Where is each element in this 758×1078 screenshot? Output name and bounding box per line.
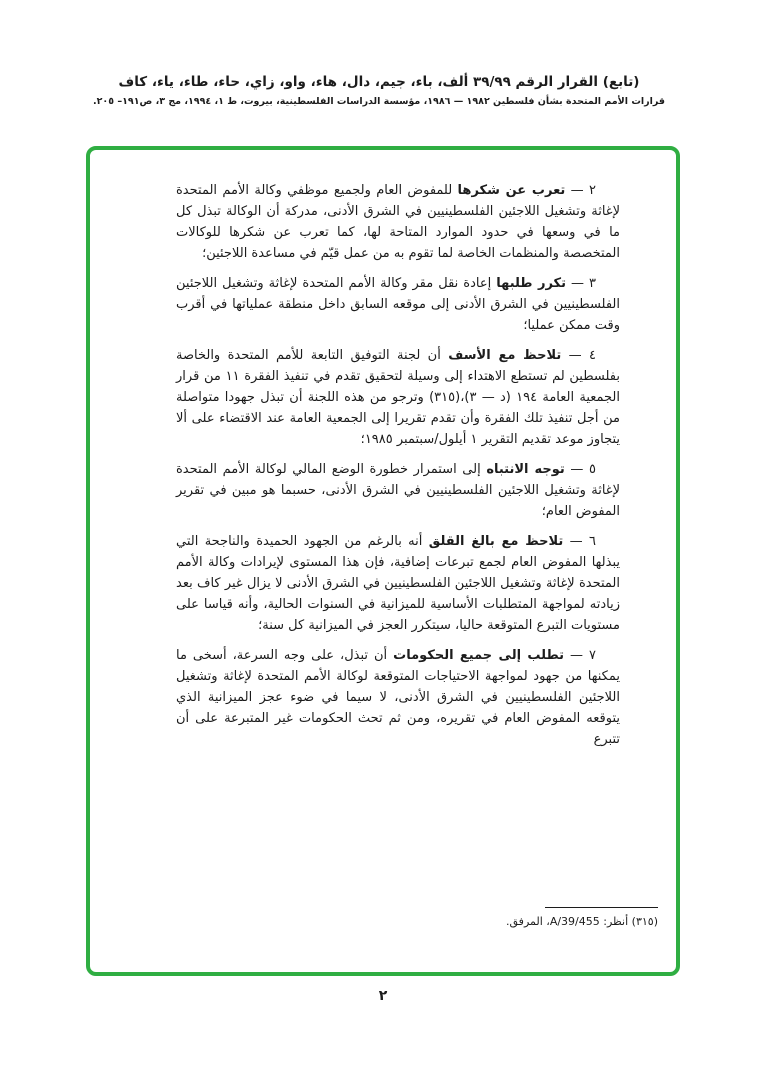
source-citation: قرارات الأمم المتحدة بشأن فلسطين ١٩٨٢ — ١٩٨٦، مؤسسة الدراسات الفلسطينية، بيروت، ط ١، ١٩٩٤، مج ٣، ص١٩١– ٢٠٥.: [93, 96, 665, 107]
paragraph-number: ٧ —: [570, 648, 596, 663]
page-number: ٢: [378, 988, 388, 1004]
paragraph-text: أن لجنة التوفيق التابعة للأمم المتحدة والخاصة بفلسطين لم تستطع الاهتداء إلى وسيلة لتحقيق تقدم في تنفيذ الفقرة ١١ من قرار الجمعية العامة ١٩٤ (د — ٣)،(٣١٥) وترجو من هذه اللجنة أن تبذل جهودا متواصلة من أجل تنفيذ تلك الفقرة وأن تقدم تقريرا إلى الجمعية العامة عند الاقتضاء على ألا يتجاوز موعد تقديم التقرير ١ أيلول/سبتمبر ١٩٨٥؛: [176, 348, 620, 447]
resolution-title: (تابع) القرار الرقم ٣٩/٩٩ ألف، باء، جيم، دال، هاء، واو، زاي، حاء، طاء، ياء، كاف: [118, 74, 640, 90]
paragraph-text: إلى استمرار خطورة الوضع المالي لوكالة الأمم المتحدة لإغاثة وتشغيل اللاجئين الفلسطينيين في الشرق الأدنى، حسبما هو مبين في تقرير المفوض العام؛: [176, 462, 620, 519]
paragraph-lead: تلاحظ مع الأسف: [448, 348, 562, 363]
footnote-block: [338, 907, 658, 930]
paragraph-lead: تكرر طلبها: [496, 276, 566, 291]
paragraph-7: [176, 645, 620, 750]
paragraph-number: ٦ —: [569, 534, 596, 549]
paragraph-number: ٤ —: [568, 348, 597, 363]
paragraph-number: ٢ —: [570, 183, 597, 198]
paragraph-text: للمفوض العام ولجميع موظفي وكالة الأمم المتحدة لإغاثة وتشغيل اللاجئين الفلسطينيين في الشرق الأدنى، مدركة أن الوكالة تبذل كل ما في وسعها في حدود الموارد المتاحة لها، كما تعرب عن شكرها للوكالات المتخصصة والمنظمات الخاصة لما تقوم به من عمل قيّم في مساعدة اللاجئين؛: [176, 183, 620, 261]
resolution-body: [176, 180, 620, 759]
paragraph-4: [176, 345, 620, 450]
paragraph-lead: تطلب إلى جميع الحكومات: [393, 648, 565, 663]
footnote-text: (٣١٥) أنظر: A/39/455، المرفق.: [506, 915, 658, 928]
paragraph-text: أن تبذل، على وجه السرعة، أسخى ما يمكنها من جهود لمواجهة الاحتياجات المتوقعة لوكالة الأمم المتحدة لإغاثة وتشغيل اللاجئين الفلسطينيين في الشرق الأدنى، لا سيما في ضوء عجز الميزانية الذي يتوقعه المفوض العام في تقريره، ومن ثم تحث الحكومات غير المتبرعة على أن تتبرع: [176, 648, 620, 747]
paragraph-lead: تلاحظ مع بالغ القلق: [428, 534, 564, 549]
paragraph-number: ٥ —: [570, 462, 596, 477]
paragraph-lead: تعرب عن شكرها: [457, 183, 566, 198]
paragraph-3: [176, 273, 620, 336]
paragraph-6: [176, 531, 620, 636]
paragraph-5: [176, 459, 620, 522]
paragraph-number: ٣ —: [571, 276, 596, 291]
page-header: [40, 72, 718, 110]
paragraph-2: [176, 180, 620, 264]
paragraph-text: أنه بالرغم من الجهود الحميدة والناجحة التي يبذلها المفوض العام لجمع تبرعات إضافية، فإن هذا المستوى لإيرادات وكالة الأمم المتحدة لإغاثة وتشغيل اللاجئين الفلسطينيين في الشرق الأدنى لا يزال غير كاف بعد زيادته لمواجهة المتطلبات الأساسية للميزانية في السنوات الحالية، وأنه قياسا على مستويات التبرع المتوقعة حاليا، سيتكرر العجز في الميزانية كل سنة؛: [176, 534, 620, 633]
footnote-divider: [545, 907, 658, 908]
paragraph-lead: توجه الانتباه: [486, 462, 565, 477]
paragraph-text: إعادة نقل مقر وكالة الأمم المتحدة لإغاثة وتشغيل اللاجئين الفلسطينيين في الشرق الأدنى إلى موقعه السابق داخل منطقة عملياتها في أقرب وقت ممكن عمليا؛: [176, 276, 620, 333]
